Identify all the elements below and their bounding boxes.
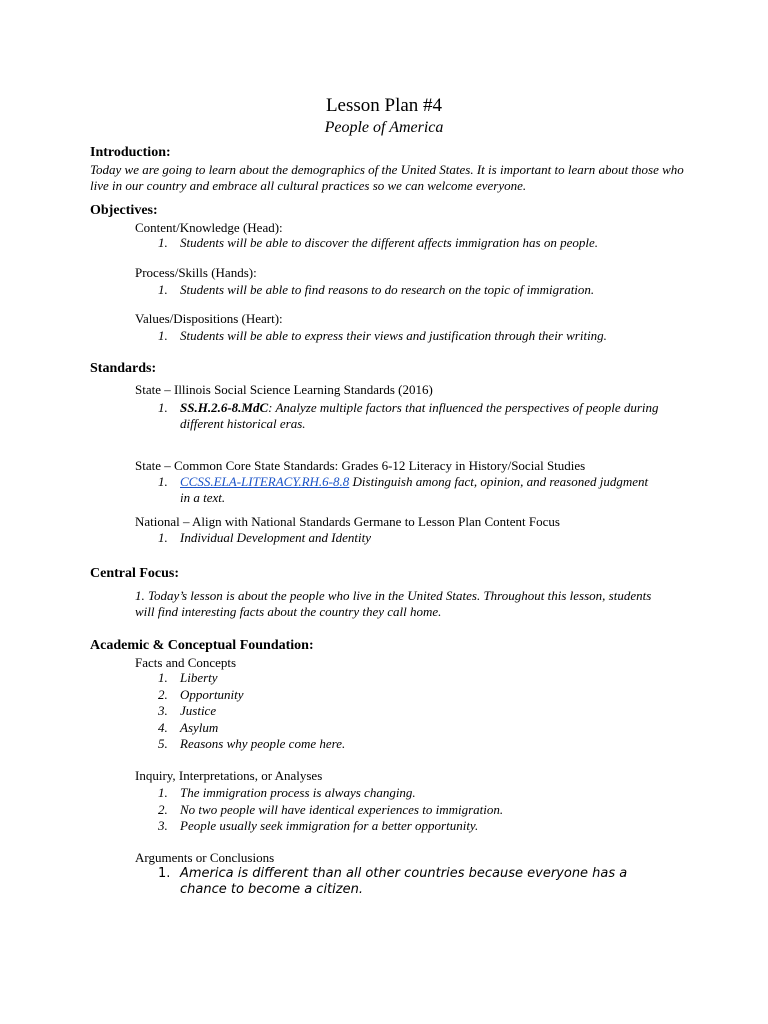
fact-number: 2. — [158, 687, 168, 702]
central-focus-text: 1. Today’s lesson is about the people who live in the United States. Throughout this lesson, students will find interesting facts about the country they call home. — [135, 588, 652, 619]
inquiry-number: 1. — [158, 785, 168, 800]
fact-item: Liberty — [180, 670, 218, 685]
standard-description: Distinguish among fact, opinion, and reasoned judgment in a text. — [180, 474, 649, 505]
facts-concepts-label: Facts and Concepts — [135, 655, 237, 670]
fact-number: 1. — [158, 670, 168, 685]
fact-item: Justice — [180, 703, 217, 718]
objective-item-content: Students will be able to discover the different affects immigration has on people. — [180, 235, 598, 250]
objective-label-values: Values/Dispositions (Heart): — [135, 311, 283, 326]
fact-item: Opportunity — [180, 687, 244, 702]
argument-item: America is different than all other countries because everyone has a chance to become a citizen. — [180, 866, 628, 897]
inquiry-item: People usually seek immigration for a better opportunity. — [180, 818, 479, 833]
standard-description: : Analyze multiple factors that influenced the perspectives of people during different historical eras. — [180, 400, 659, 431]
inquiry-number: 2. — [158, 802, 168, 817]
standard-state-illinois-item — [180, 400, 660, 432]
standard-national-item: Individual Development and Identity — [180, 530, 371, 545]
arguments-label: Arguments or Conclusions — [135, 850, 275, 865]
central-focus-heading: Central Focus: — [90, 566, 180, 581]
inquiry-number: 3. — [158, 818, 168, 833]
objective-number: 1. — [158, 328, 168, 343]
objective-item-process: Students will be able to find reasons to do research on the topic of immigration. — [180, 282, 595, 297]
objective-number: 1. — [158, 282, 168, 297]
objectives-heading: Objectives: — [90, 203, 158, 218]
fact-number: 4. — [158, 720, 168, 735]
introduction-text: Today we are going to learn about the demographics of the United States. It is important to learn about those who live in our country and embrace all cultural practices so we can welcome everyone. — [90, 162, 684, 193]
objective-item-values: Students will be able to express their views and justification through their writing. — [180, 328, 607, 343]
standard-number: 1. — [158, 400, 168, 415]
argument-number: 1. — [158, 866, 171, 881]
standard-number: 1. — [158, 530, 168, 545]
fact-item: Reasons why people come here. — [180, 736, 346, 751]
standard-common-core-item — [180, 474, 660, 506]
document-subtitle: People of America — [324, 119, 444, 136]
standard-common-core-label: State – Common Core State Standards: Grades 6-12 Literacy in History/Social Studies — [135, 458, 586, 473]
standards-heading: Standards: — [90, 361, 157, 376]
objective-label-content: Content/Knowledge (Head): — [135, 220, 283, 235]
document-title: Lesson Plan #4 — [325, 95, 443, 116]
standard-code: SS.H.2.6-8.MdC — [180, 400, 269, 415]
academic-foundation-heading: Academic & Conceptual Foundation: — [90, 638, 314, 653]
objective-number: 1. — [158, 235, 168, 250]
inquiry-label: Inquiry, Interpretations, or Analyses — [135, 768, 323, 783]
inquiry-item: No two people will have identical experiences to immigration. — [180, 802, 504, 817]
standard-link[interactable]: CCSS.ELA-LITERACY.RH.6-8.8 — [180, 474, 350, 489]
fact-number: 5. — [158, 736, 168, 751]
standard-national-label: National – Align with National Standards Germane to Lesson Plan Content Focus — [135, 514, 560, 529]
fact-number: 3. — [158, 703, 168, 718]
introduction-heading: Introduction: — [90, 145, 171, 160]
objective-label-process: Process/Skills (Hands): — [135, 265, 257, 280]
standard-number: 1. — [158, 474, 168, 489]
standard-state-illinois-label: State – Illinois Social Science Learning Standards (2016) — [135, 382, 433, 397]
inquiry-item: The immigration process is always changing. — [180, 785, 416, 800]
fact-item: Asylum — [180, 720, 219, 735]
